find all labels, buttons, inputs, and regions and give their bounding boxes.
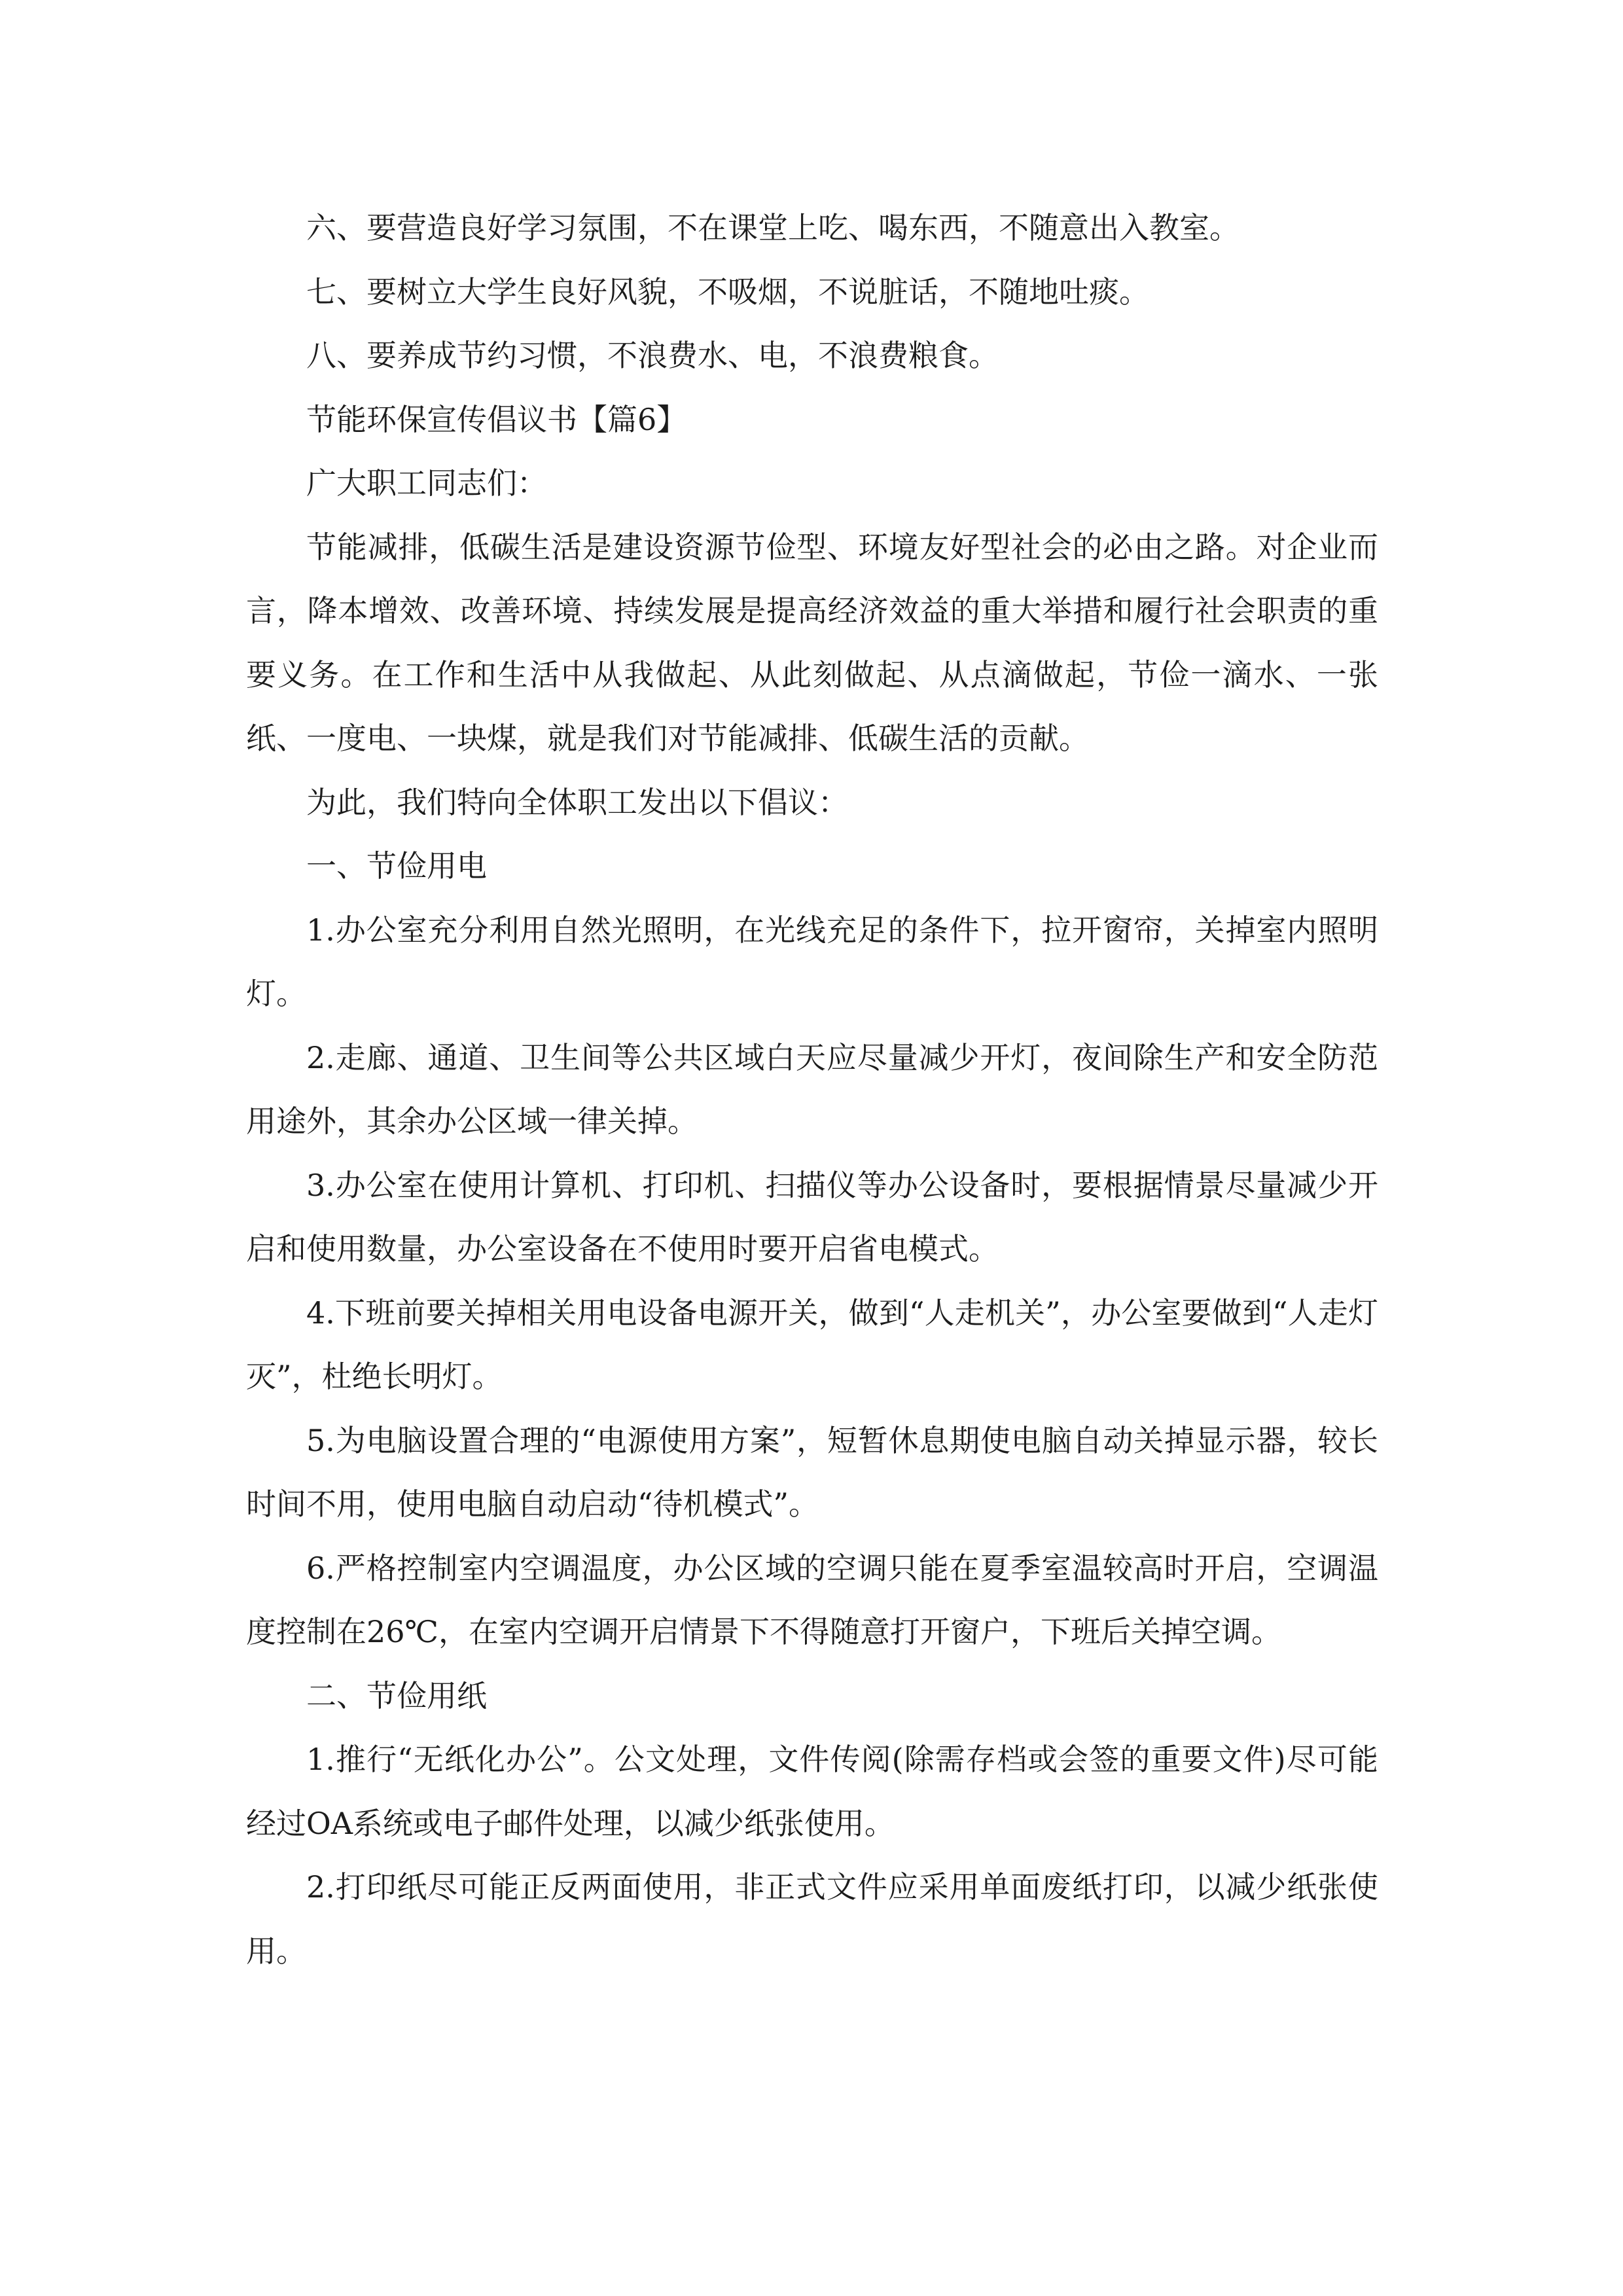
document-body [246,196,1378,1983]
item-electricity-6: 6.严格控制室内空调温度，办公区域的空调只能在夏季室温较高时开启，空调温度控制在26℃，在室内空调开启情景下不得随意打开窗户，下班后关掉空调。 [246,1550,1378,1649]
item-electricity-3: 3.办公室在使用计算机、打印机、扫描仪等办公设备时，要根据情景尽量减少开启和使用数量，办公室设备在不使用时要开启省电模式。 [246,1167,1378,1266]
item-paper-2: 2.打印纸尽可能正反两面使用，非正式文件应采用单面废纸打印，以减少纸张使用。 [246,1869,1378,1969]
heading-save-paper: 二、节俭用纸 [306,1677,487,1713]
item-electricity-4: 4.下班前要关掉相关用电设备电源开关，做到“人走机关”，办公室要做到“人走灯灭”，杜绝长明灯。 [246,1295,1378,1394]
paragraph-proposal-lead: 为此，我们特向全体职工发出以下倡议： [306,784,848,820]
section-title: 节能环保宣传倡议书【篇6】 [306,401,687,437]
paragraph-rule-6: 六、要营造良好学习氛围，不在课堂上吃、喝东西，不随意出入教室。 [306,210,1240,245]
item-paper-1: 1.推行“无纸化办公”。公文处理，文件传阅(除需存档或会签的重要文件)尽可能经过OA系统或电子邮件处理，以减少纸张使用。 [246,1742,1378,1841]
paragraph-intro: 节能减排，低碳生活是建设资源节俭型、环境友好型社会的必由之路。对企业而言，降本增效、改善环境、持续发展是提高经济效益的重大举措和履行社会职责的重要义务。在工作和生活中从我做起、从此刻做起、从点滴做起，节俭一滴水、一张纸、一度电、一块煤，就是我们对节能减排、低碳生活的贡献。 [246,529,1378,756]
item-electricity-1: 1.办公室充分利用自然光照明，在光线充足的条件下，拉开窗帘，关掉室内照明灯。 [246,912,1378,1011]
item-electricity-2: 2.走廊、通道、卫生间等公共区域白天应尽量减少开灯，夜间除生产和安全防范用途外，其余办公区域一律关掉。 [246,1039,1378,1139]
item-electricity-5: 5.为电脑设置合理的“电源使用方案”，短暂休息期使电脑自动关掉显示器，较长时间不用，使用电脑自动启动“待机模式”。 [246,1422,1378,1522]
salutation: 广大职工同志们： [306,465,547,501]
paragraph-rule-7: 七、要树立大学生良好风貌，不吸烟，不说脏话，不随地吐痰。 [306,274,1149,310]
heading-save-electricity: 一、节俭用电 [306,848,487,884]
paragraph-rule-8: 八、要养成节约习惯，不浪费水、电，不浪费粮食。 [306,338,999,373]
